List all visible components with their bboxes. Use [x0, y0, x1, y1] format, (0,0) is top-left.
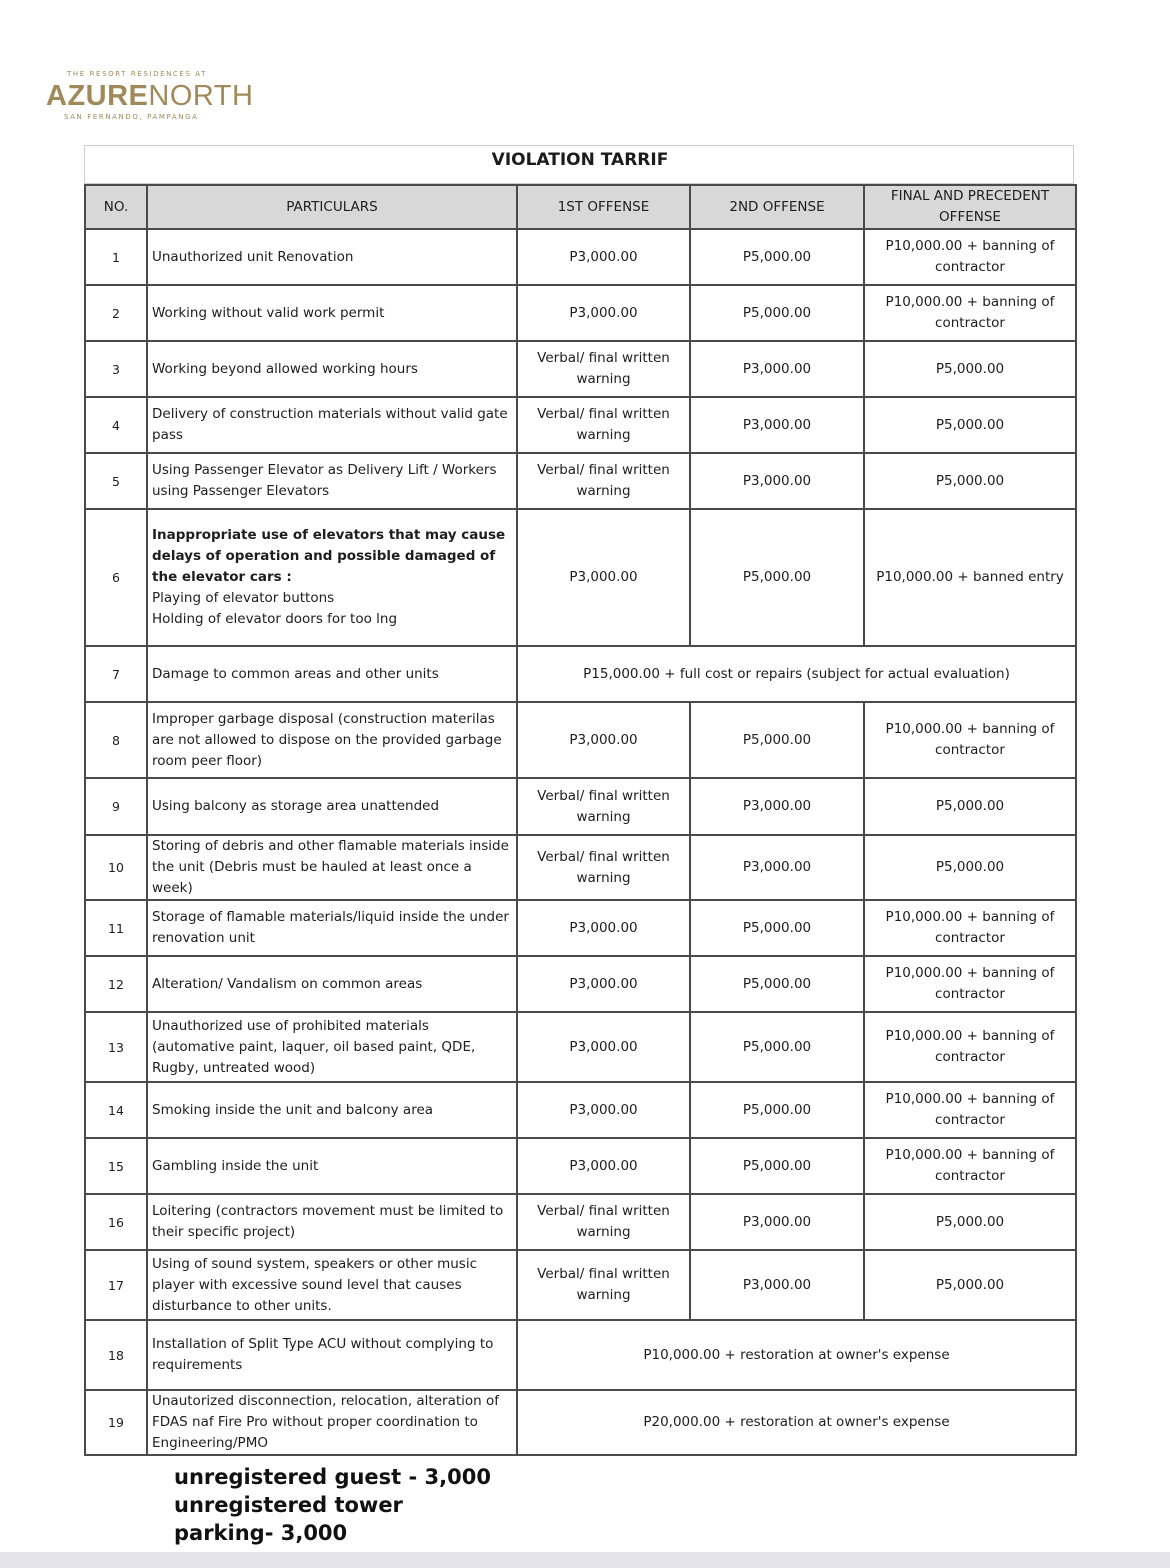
logo-tagline: THE RESORT RESIDENCES AT	[67, 70, 208, 78]
row-particulars: Storage of flamable materials/liquid inside the under renovation unit	[147, 900, 517, 956]
row-particulars: Working without valid work permit	[147, 285, 517, 341]
row-first-offense: P3,000.00	[517, 229, 690, 285]
row-first-offense: Verbal/ final written warning	[517, 397, 690, 453]
row-first-offense: P3,000.00	[517, 900, 690, 956]
table-row	[85, 509, 1076, 646]
row-particulars: Delivery of construction materials without valid gate pass	[147, 397, 517, 453]
header-first-offense: 1ST OFFENSE	[517, 185, 690, 229]
row-final-offense: P5,000.00	[864, 835, 1076, 900]
row-final-offense: P5,000.00	[864, 778, 1076, 835]
row-number: 16	[85, 1194, 147, 1250]
document-title: VIOLATION TARRIF	[491, 150, 669, 170]
row-number: 18	[85, 1320, 147, 1390]
table-row	[85, 835, 1076, 900]
row-final-offense: P10,000.00 + banning of contractor	[864, 229, 1076, 285]
row-first-offense: P3,000.00	[517, 956, 690, 1012]
row-second-offense: P3,000.00	[690, 341, 864, 397]
row-first-offense: Verbal/ final written warning	[517, 341, 690, 397]
row-merged-penalty: P20,000.00 + restoration at owner's expense	[517, 1390, 1076, 1455]
table-row	[85, 1390, 1076, 1455]
bottom-strip	[0, 1552, 1170, 1568]
row-merged-penalty: P15,000.00 + full cost or repairs (subject for actual evaluation)	[517, 646, 1076, 702]
row-final-offense: P10,000.00 + banning of contractor	[864, 900, 1076, 956]
row-number: 1	[85, 229, 147, 285]
row-second-offense: P3,000.00	[690, 1250, 864, 1320]
table-row	[85, 1250, 1076, 1320]
row-particulars-bold: Inappropriate use of elevators that may cause delays of operation and possible damaged of the elevator cars :	[152, 527, 506, 585]
row-number: 7	[85, 646, 147, 702]
table-row	[85, 1194, 1076, 1250]
row-second-offense: P5,000.00	[690, 900, 864, 956]
row-second-offense: P5,000.00	[690, 285, 864, 341]
row-number: 17	[85, 1250, 147, 1320]
row-final-offense: P10,000.00 + banning of contractor	[864, 956, 1076, 1012]
table-row	[85, 1138, 1076, 1194]
row-number: 13	[85, 1012, 147, 1082]
row-first-offense: Verbal/ final written warning	[517, 778, 690, 835]
row-number: 8	[85, 702, 147, 778]
row-particulars: Damage to common areas and other units	[147, 646, 517, 702]
row-final-offense: P5,000.00	[864, 397, 1076, 453]
violation-tariff-table	[84, 184, 1077, 1456]
header-final-offense: FINAL AND PRECEDENT OFFENSE	[864, 185, 1076, 229]
row-number: 15	[85, 1138, 147, 1194]
row-final-offense: P10,000.00 + banning of contractor	[864, 1138, 1076, 1194]
table-row	[85, 646, 1076, 702]
row-number: 9	[85, 778, 147, 835]
row-first-offense: Verbal/ final written warning	[517, 453, 690, 509]
row-particulars: Smoking inside the unit and balcony area	[147, 1082, 517, 1138]
row-second-offense: P5,000.00	[690, 1012, 864, 1082]
row-first-offense: P3,000.00	[517, 702, 690, 778]
row-particulars: Gambling inside the unit	[147, 1138, 517, 1194]
row-particulars: Working beyond allowed working hours	[147, 341, 517, 397]
row-number: 19	[85, 1390, 147, 1455]
table-row	[85, 778, 1076, 835]
row-number: 5	[85, 453, 147, 509]
row-first-offense: P3,000.00	[517, 1012, 690, 1082]
row-second-offense: P3,000.00	[690, 397, 864, 453]
note-line: unregistered guest - 3,000	[174, 1465, 491, 1489]
row-particulars: Using balcony as storage area unattended	[147, 778, 517, 835]
row-particulars: Installation of Split Type ACU without complying to requirements	[147, 1320, 517, 1390]
row-number: 2	[85, 285, 147, 341]
row-number: 10	[85, 835, 147, 900]
header-particulars: PARTICULARS	[147, 185, 517, 229]
row-number: 11	[85, 900, 147, 956]
logo-location: SAN FERNANDO, PAMPANGA	[64, 113, 199, 121]
company-logo	[46, 70, 286, 121]
row-first-offense: Verbal/ final written warning	[517, 1194, 690, 1250]
row-particulars: Storing of debris and other flamable materials inside the unit (Debris must be hauled at least once a week)	[147, 835, 517, 900]
row-second-offense: P5,000.00	[690, 702, 864, 778]
row-number: 6	[85, 509, 147, 646]
table-row	[85, 397, 1076, 453]
row-second-offense: P3,000.00	[690, 778, 864, 835]
row-number: 14	[85, 1082, 147, 1138]
row-particulars: Unauthorized use of prohibited materials (automative paint, laquer, oil based paint, QDE, Rugby, untreated wood)	[147, 1012, 517, 1082]
row-first-offense: P3,000.00	[517, 1082, 690, 1138]
row-number: 12	[85, 956, 147, 1012]
note-line: unregistered tower	[174, 1493, 403, 1517]
table-row	[85, 1082, 1076, 1138]
handwritten-note	[174, 1463, 491, 1547]
row-particulars-line: Holding of elevator doors for too lng	[152, 611, 398, 627]
row-number: 4	[85, 397, 147, 453]
row-first-offense: Verbal/ final written warning	[517, 835, 690, 900]
row-second-offense: P5,000.00	[690, 1138, 864, 1194]
logo-brand-light: NORTH	[148, 80, 254, 112]
table-row	[85, 900, 1076, 956]
note-line: parking- 3,000	[174, 1521, 348, 1545]
row-final-offense: P10,000.00 + banning of contractor	[864, 702, 1076, 778]
table-row	[85, 285, 1076, 341]
row-final-offense: P10,000.00 + banning of contractor	[864, 1082, 1076, 1138]
table-row	[85, 341, 1076, 397]
row-final-offense: P5,000.00	[864, 1194, 1076, 1250]
row-merged-penalty: P10,000.00 + restoration at owner's expense	[517, 1320, 1076, 1390]
row-particulars: Unauthorized unit Renovation	[147, 229, 517, 285]
row-final-offense: P10,000.00 + banning of contractor	[864, 285, 1076, 341]
row-particulars	[147, 509, 517, 646]
title-box	[84, 145, 1074, 184]
row-particulars: Improper garbage disposal (construction materilas are not allowed to dispose on the provided garbage room peer floor)	[147, 702, 517, 778]
table-row	[85, 1012, 1076, 1082]
row-particulars-line: Playing of elevator buttons	[152, 590, 335, 606]
row-particulars: Using Passenger Elevator as Delivery Lift / Workers using Passenger Elevators	[147, 453, 517, 509]
row-first-offense: P3,000.00	[517, 509, 690, 646]
row-second-offense: P3,000.00	[690, 835, 864, 900]
row-final-offense: P5,000.00	[864, 341, 1076, 397]
row-particulars: Loitering (contractors movement must be limited to their specific project)	[147, 1194, 517, 1250]
logo-brand-bold: AZURE	[46, 80, 149, 112]
table-row	[85, 453, 1076, 509]
row-first-offense: Verbal/ final written warning	[517, 1250, 690, 1320]
row-particulars: Using of sound system, speakers or other music player with excessive sound level that causes disturbance to other units.	[147, 1250, 517, 1320]
row-final-offense: P5,000.00	[864, 1250, 1076, 1320]
row-second-offense: P5,000.00	[690, 229, 864, 285]
row-second-offense: P5,000.00	[690, 1082, 864, 1138]
row-final-offense: P10,000.00 + banning of contractor	[864, 1012, 1076, 1082]
row-first-offense: P3,000.00	[517, 285, 690, 341]
row-second-offense: P3,000.00	[690, 1194, 864, 1250]
row-second-offense: P5,000.00	[690, 509, 864, 646]
row-second-offense: P3,000.00	[690, 453, 864, 509]
row-particulars: Alteration/ Vandalism on common areas	[147, 956, 517, 1012]
header-no: NO.	[85, 185, 147, 229]
logo-brand	[46, 81, 286, 111]
row-second-offense: P5,000.00	[690, 956, 864, 1012]
row-final-offense: P5,000.00	[864, 453, 1076, 509]
table-row	[85, 1320, 1076, 1390]
table-row	[85, 956, 1076, 1012]
table-header-row	[85, 185, 1076, 229]
table-row	[85, 229, 1076, 285]
row-first-offense: P3,000.00	[517, 1138, 690, 1194]
row-particulars: Unautorized disconnection, relocation, alteration of FDAS naf Fire Pro without proper coordination to Engineering/PMO	[147, 1390, 517, 1455]
table-row	[85, 702, 1076, 778]
row-final-offense: P10,000.00 + banned entry	[864, 509, 1076, 646]
header-second-offense: 2ND OFFENSE	[690, 185, 864, 229]
row-number: 3	[85, 341, 147, 397]
